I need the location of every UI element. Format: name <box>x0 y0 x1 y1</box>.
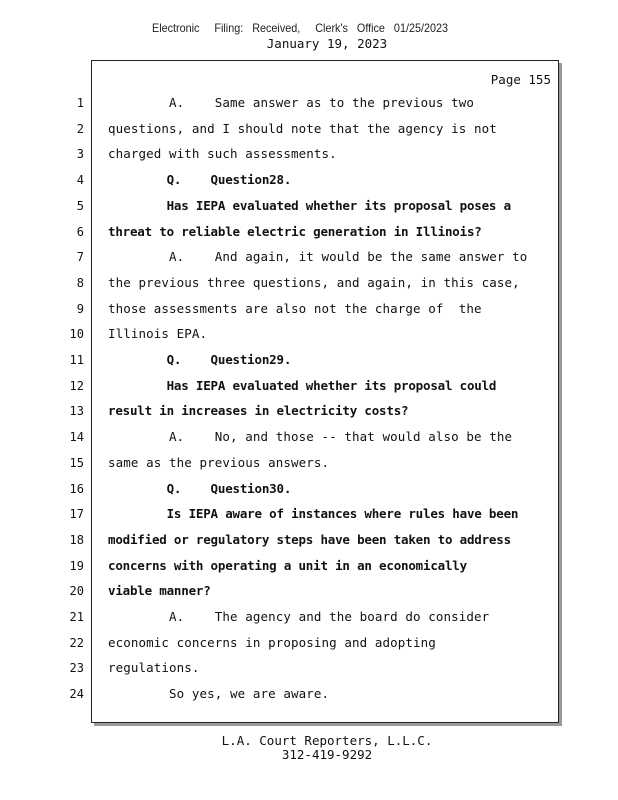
page-number: Page 155 <box>490 72 551 87</box>
reporter-company: L.A. Court Reporters, L.L.C. <box>221 733 433 748</box>
line-number: 2 <box>76 122 84 136</box>
transcript-line: economic concerns in proposing and adopting <box>108 635 436 650</box>
line-number: 10 <box>69 327 84 341</box>
filing-stamp: Electronic Filing: Received, Clerk's Office 01/25/2023 <box>151 21 448 35</box>
transcript-line: Has IEPA evaluated whether its proposal poses a <box>108 198 511 213</box>
line-number: 13 <box>69 404 84 418</box>
line-number: 22 <box>69 636 84 650</box>
line-number: 17 <box>69 507 84 521</box>
line-number: 16 <box>69 482 84 496</box>
transcript-line: Has IEPA evaluated whether its proposal could <box>108 378 497 393</box>
line-number: 1 <box>76 96 84 110</box>
line-number: 14 <box>69 430 84 444</box>
line-number: 19 <box>69 559 84 573</box>
transcript-line: Is IEPA aware of instances where rules have been <box>108 506 519 521</box>
line-number: 12 <box>69 379 84 393</box>
transcript-line: Illinois EPA. <box>108 326 208 341</box>
line-number: 9 <box>76 302 84 316</box>
transcript-line: same as the previous answers. <box>108 455 330 470</box>
line-number: 4 <box>76 173 84 187</box>
line-number: 11 <box>69 353 84 367</box>
transcript-line: A. Same answer as to the previous two <box>108 95 475 110</box>
line-number: 3 <box>76 147 84 161</box>
line-number: 7 <box>76 250 84 264</box>
transcript-line: A. And again, it would be the same answer to <box>108 249 528 264</box>
transcript-line: the previous three questions, and again, in this case, <box>108 275 520 290</box>
transcript-line: result in increases in electricity costs? <box>108 403 409 418</box>
line-number: 5 <box>76 199 84 213</box>
transcript-line: questions, and I should note that the agency is not <box>108 121 497 136</box>
transcript-line: charged with such assessments. <box>108 146 337 161</box>
transcript-date: January 19, 2023 <box>266 36 388 51</box>
transcript-line: A. No, and those -- that would also be the <box>108 429 513 444</box>
transcript-line: threat to reliable electric generation in Illinois? <box>108 224 482 239</box>
reporter-phone: 312-419-9292 <box>281 747 373 762</box>
line-number: 21 <box>69 610 84 624</box>
line-number: 23 <box>69 661 84 675</box>
line-number: 6 <box>76 225 84 239</box>
line-number: 24 <box>69 687 84 701</box>
transcript-line: Q. Question29. <box>108 352 292 367</box>
transcript-line: viable manner? <box>108 583 211 598</box>
transcript-line: Q. Question30. <box>108 481 292 496</box>
transcript-line: So yes, we are aware. <box>108 686 330 701</box>
transcript-line: regulations. <box>108 660 200 675</box>
line-number: 15 <box>69 456 84 470</box>
transcript-line: A. The agency and the board do consider <box>108 609 490 624</box>
transcript-line: Q. Question28. <box>108 172 292 187</box>
line-number: 18 <box>69 533 84 547</box>
transcript-line: modified or regulatory steps have been taken to address <box>108 532 511 547</box>
transcript-line: concerns with operating a unit in an economically <box>108 558 467 573</box>
line-number: 20 <box>69 584 84 598</box>
transcript-line: those assessments are also not the charge of the <box>108 301 482 316</box>
line-number: 8 <box>76 276 84 290</box>
